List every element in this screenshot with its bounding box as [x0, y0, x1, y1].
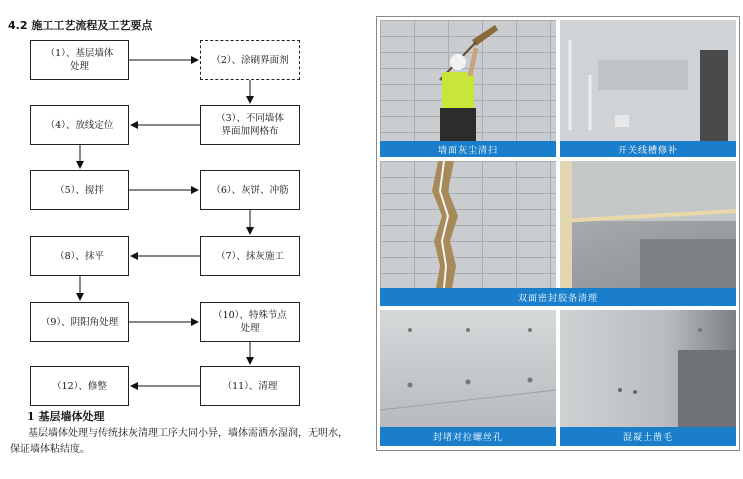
body-paragraph: 基层墙体处理与传统抹灰清理工序大同小异，墙体需洒水湿润，无明水，保证墙体粘结度。 — [10, 428, 348, 455]
photo-concrete-roughening — [560, 310, 736, 427]
flow-step-11: （11）、清理 — [200, 366, 300, 406]
bolt-holes — [380, 310, 556, 427]
flow-step-12: （12）、修整 — [30, 366, 129, 406]
flow-step-1: （1）、基层墙体 处理 — [30, 40, 129, 80]
flow-step-2: （2）、涂刷界面剂 — [200, 40, 300, 80]
caption-wall-sweeping: 墙面灰尘清扫 — [380, 141, 556, 157]
flow-step-8: （8）、抹平 — [30, 236, 129, 276]
photo-bolt-holes — [380, 310, 556, 427]
sealant-seam — [380, 161, 556, 288]
caption-bolt-holes: 封堵对拉螺丝孔 — [380, 427, 556, 446]
caption-sealant: 双面密封胶条清理 — [380, 288, 736, 306]
flow-step-5: （5）、搅拌 — [30, 170, 129, 210]
room-corner — [560, 20, 736, 141]
flow-step-4: （4）、放线定位 — [30, 105, 129, 145]
caption-concrete-roughening: 混凝土凿毛 — [560, 427, 736, 446]
photo-sealant-left — [380, 161, 556, 288]
flow-step-9: （9）、阴阳角处理 — [30, 302, 129, 342]
caption-conduit-repair: 开关线槽修补 — [560, 141, 736, 157]
flow-step-6: （6）、灰饼、冲筋 — [200, 170, 300, 210]
photo-sealant-right — [560, 161, 736, 288]
section-heading: 4.2 施工工艺流程及工艺要点 — [8, 19, 153, 32]
flow-step-3: （3）、不同墙体 界面加网格布 — [200, 105, 300, 145]
photo-panel — [376, 16, 740, 451]
plastered-wall — [560, 161, 736, 288]
roughened-surface — [560, 310, 736, 427]
flow-step-7: （7）、抹灰施工 — [200, 236, 300, 276]
flow-step-10: （10）、特殊节点 处理 — [200, 302, 300, 342]
worker-figure — [380, 20, 556, 141]
subsection-title: 1 基层墙体处理 — [27, 410, 105, 423]
photo-wall-sweeping — [380, 20, 556, 141]
photo-conduit-repair — [560, 20, 736, 141]
